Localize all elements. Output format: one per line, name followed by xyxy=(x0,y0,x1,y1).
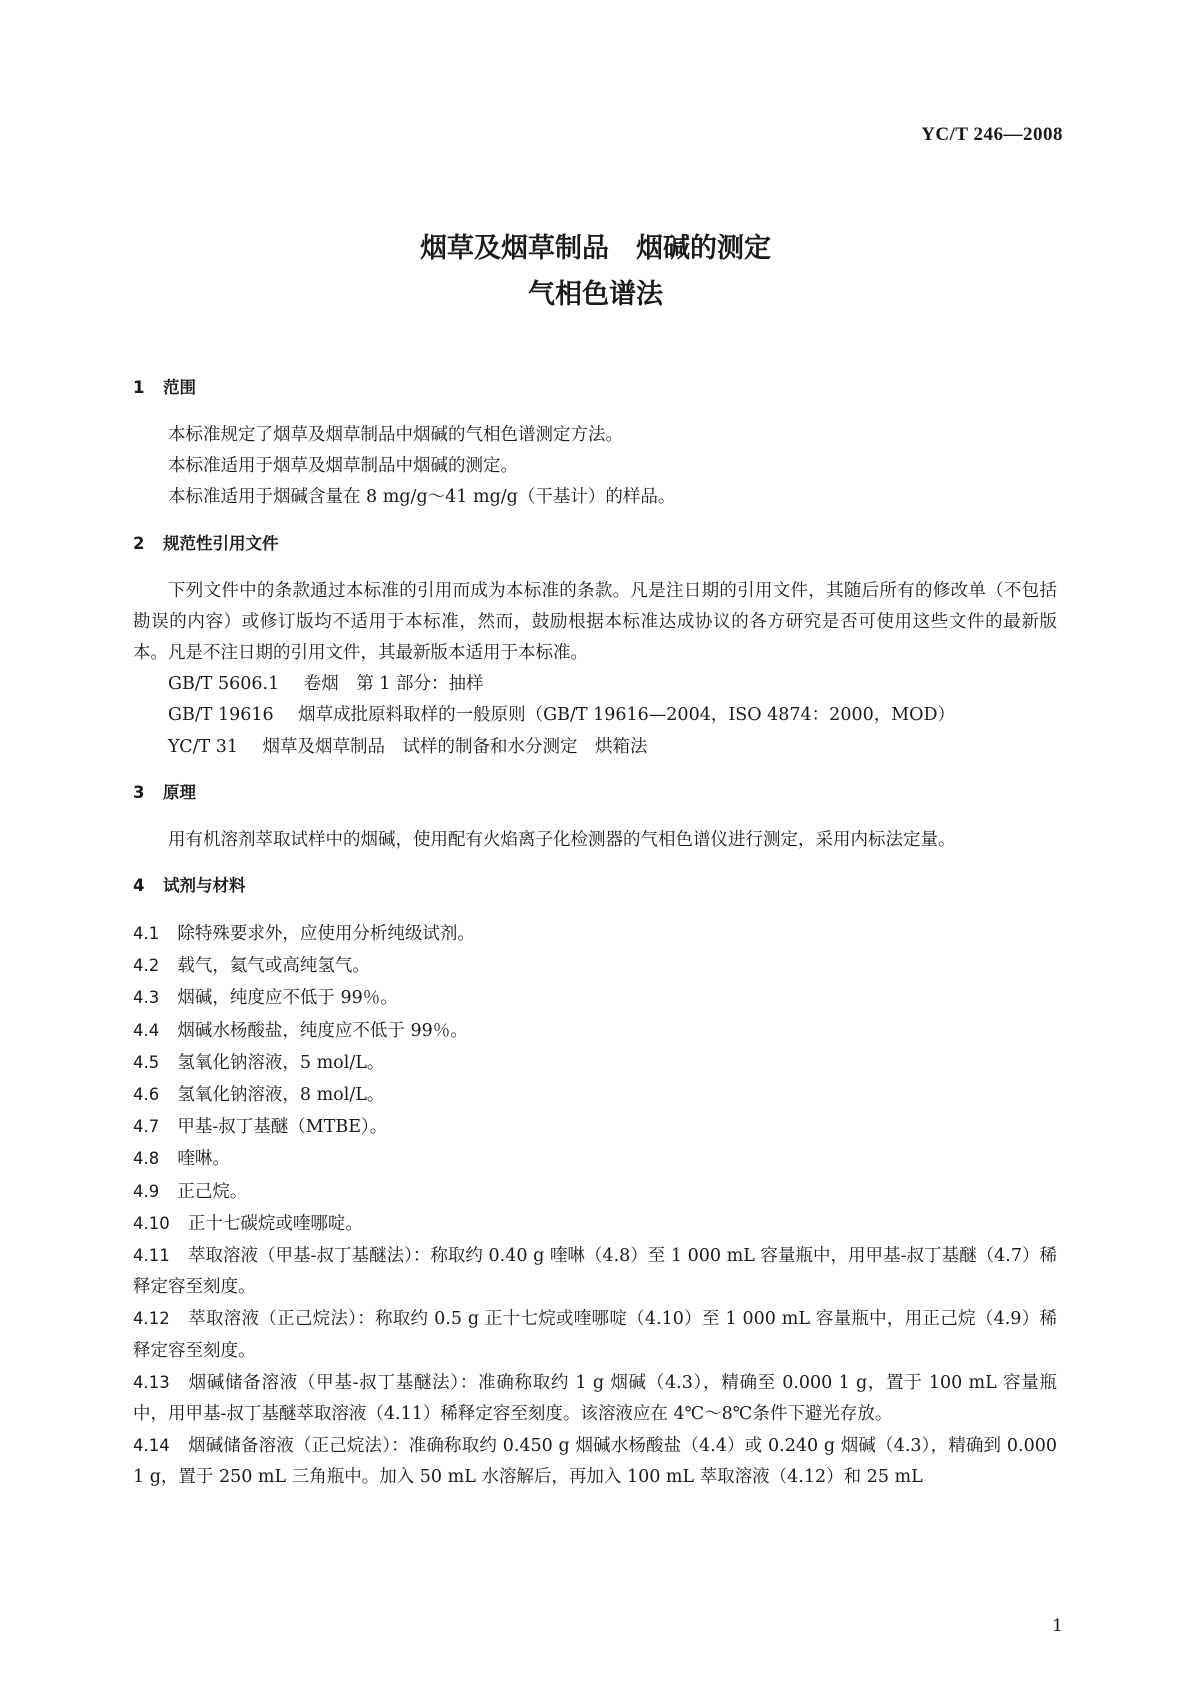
section-heading xyxy=(133,532,1057,556)
section-title: 原理 xyxy=(163,782,196,802)
reference-item xyxy=(133,669,1057,700)
reagent-item xyxy=(133,1111,1057,1143)
item-text: 甲基-叔丁基醚（MTBE）。 xyxy=(177,1117,388,1138)
reagent-item xyxy=(133,1240,1057,1303)
item-number: 4.7 xyxy=(133,1117,160,1137)
paragraph: 本标准规定了烟草及烟草制品中烟碱的气相色谱测定方法。 xyxy=(168,425,623,445)
section-reagents xyxy=(133,874,1057,1494)
paragraph: 用有机溶剂萃取试样中的烟碱，使用配有火焰离子化检测器的气相色谱仪进行测定，采用内标法定量。 xyxy=(168,829,956,850)
item-number: 4.4 xyxy=(133,1020,160,1040)
reagent-item xyxy=(133,982,1057,1014)
item-number: 4.11 xyxy=(133,1246,170,1266)
item-number: 4.1 xyxy=(133,924,160,944)
reference-item xyxy=(133,732,1057,763)
section-title: 试剂与材料 xyxy=(163,876,246,896)
paragraph: 本标准适用于烟草及烟草制品中烟碱的测定。 xyxy=(168,456,518,477)
page-number: 1 xyxy=(1052,1616,1063,1636)
item-text: 萃取溶液（甲基-叔丁基醚法）：称取约 0.40 g 喹啉（4.8）至 1 000 mL 容量瓶中，用甲基-叔丁基醚（4.7）稀释定容至刻度。 xyxy=(133,1246,1057,1298)
item-text: 烟碱储备溶液（正己烷法）：准确称取约 0.450 g 烟碱水杨酸盐（4.4）或 0.240 g 烟碱（4.3），精确到 0.000 1 g，置于 250 mL 三角瓶中。加入 50 mL 水溶解后，再加入 100 mL 萃取溶液（4.12）和 25 mL xyxy=(133,1436,1057,1488)
item-text: 载气，氦气或高纯氢气。 xyxy=(177,956,370,977)
section-title: 规范性引用文件 xyxy=(163,533,279,553)
reference-code: YC/T 31 xyxy=(168,736,239,757)
item-text: 烟碱储备溶液（甲基-叔丁基醚法）：准确称取约 1 g 烟碱（4.3），精确至 0.000 1 g，置于 100 mL 容量瓶中，用甲基-叔丁基醚萃取溶液（4.11）稀释定容至刻度。该溶液应在 4℃～8℃条件下避光存放。 xyxy=(133,1372,1057,1425)
section-scope xyxy=(133,376,1057,514)
reagent-item xyxy=(133,918,1057,950)
item-text: 氢氧化钠溶液，8 mol/L。 xyxy=(177,1085,385,1106)
item-text: 萃取溶液（正己烷法）：称取约 0.5 g 正十七烷或喹哪啶（4.10）至 1 000 mL 容量瓶中，用正己烷（4.9）稀释定容至刻度。 xyxy=(133,1309,1057,1361)
section-title: 范围 xyxy=(163,378,196,397)
section-number: 2 xyxy=(133,533,145,553)
reagent-item xyxy=(133,1208,1057,1240)
reagent-item xyxy=(133,1176,1057,1208)
reference-item xyxy=(133,700,1057,731)
reagent-item xyxy=(133,1079,1057,1111)
reagent-item xyxy=(133,1430,1057,1493)
reference-title: 烟草成批原料取样的一般原则（GB/T 19616—2004，ISO 4874：2000，MOD） xyxy=(298,705,956,726)
item-number: 4.9 xyxy=(133,1181,160,1201)
reagent-item xyxy=(133,1143,1057,1175)
reference-code: GB/T 5606.1 xyxy=(168,674,280,695)
item-number: 4.12 xyxy=(133,1309,170,1329)
section-number: 1 xyxy=(133,378,145,397)
item-text: 正己烷。 xyxy=(177,1181,248,1202)
item-text: 正十七碳烷或喹哪啶。 xyxy=(187,1213,363,1234)
section-heading xyxy=(133,874,1057,898)
item-number: 4.14 xyxy=(133,1436,170,1456)
section-heading xyxy=(133,781,1057,805)
reagent-item xyxy=(133,1303,1057,1366)
reagent-item xyxy=(133,1015,1057,1047)
section-number: 3 xyxy=(133,782,145,802)
title-line-1: 烟草及烟草制品 烟碱的测定 xyxy=(420,233,771,264)
item-number: 4.2 xyxy=(133,956,160,976)
document-body xyxy=(133,376,1057,1512)
item-text: 烟碱，纯度应不低于 99％。 xyxy=(177,988,398,1009)
item-text: 喹啉。 xyxy=(177,1149,230,1170)
item-number: 4.6 xyxy=(133,1085,160,1105)
reagent-item xyxy=(133,1047,1057,1079)
item-text: 除特殊要求外，应使用分析纯级试剂。 xyxy=(177,924,475,945)
paragraph: 下列文件中的条款通过本标准的引用而成为本标准的条款。凡是注日期的引用文件，其随后所有的修改单（不包括勘误的内容）或修订版均不适用于本标准，然而，鼓励根据本标准达成协议的各方研究是否可使用这些文件的最新版本。凡是不注日期的引用文件，其最新版本适用于本标准。 xyxy=(133,580,1057,664)
reference-code: GB/T 19616 xyxy=(168,705,274,726)
item-text: 氢氧化钠溶液，5 mol/L。 xyxy=(177,1052,385,1073)
item-number: 4.5 xyxy=(133,1052,160,1072)
paragraph: 本标准适用于烟碱含量在 8 mg/g～41 mg/g（干基计）的样品。 xyxy=(168,487,676,508)
section-normative-references xyxy=(133,532,1057,763)
title-line-2: 气相色谱法 xyxy=(528,279,663,310)
section-principle xyxy=(133,781,1057,856)
item-number: 4.10 xyxy=(133,1213,170,1233)
item-number: 4.13 xyxy=(133,1372,170,1392)
standard-code: YC/T 246—2008 xyxy=(921,124,1063,145)
reagent-item xyxy=(133,1367,1057,1430)
item-text: 烟碱水杨酸盐，纯度应不低于 99％。 xyxy=(177,1020,468,1041)
reagent-item xyxy=(133,950,1057,982)
document-title xyxy=(0,226,1191,318)
reference-title: 烟草及烟草制品 试样的制备和水分测定 烘箱法 xyxy=(262,736,648,757)
section-heading xyxy=(133,376,1057,400)
reference-title: 卷烟 第 1 部分：抽样 xyxy=(303,674,484,695)
item-number: 4.3 xyxy=(133,988,160,1008)
item-number: 4.8 xyxy=(133,1149,160,1169)
section-number: 4 xyxy=(133,876,145,896)
